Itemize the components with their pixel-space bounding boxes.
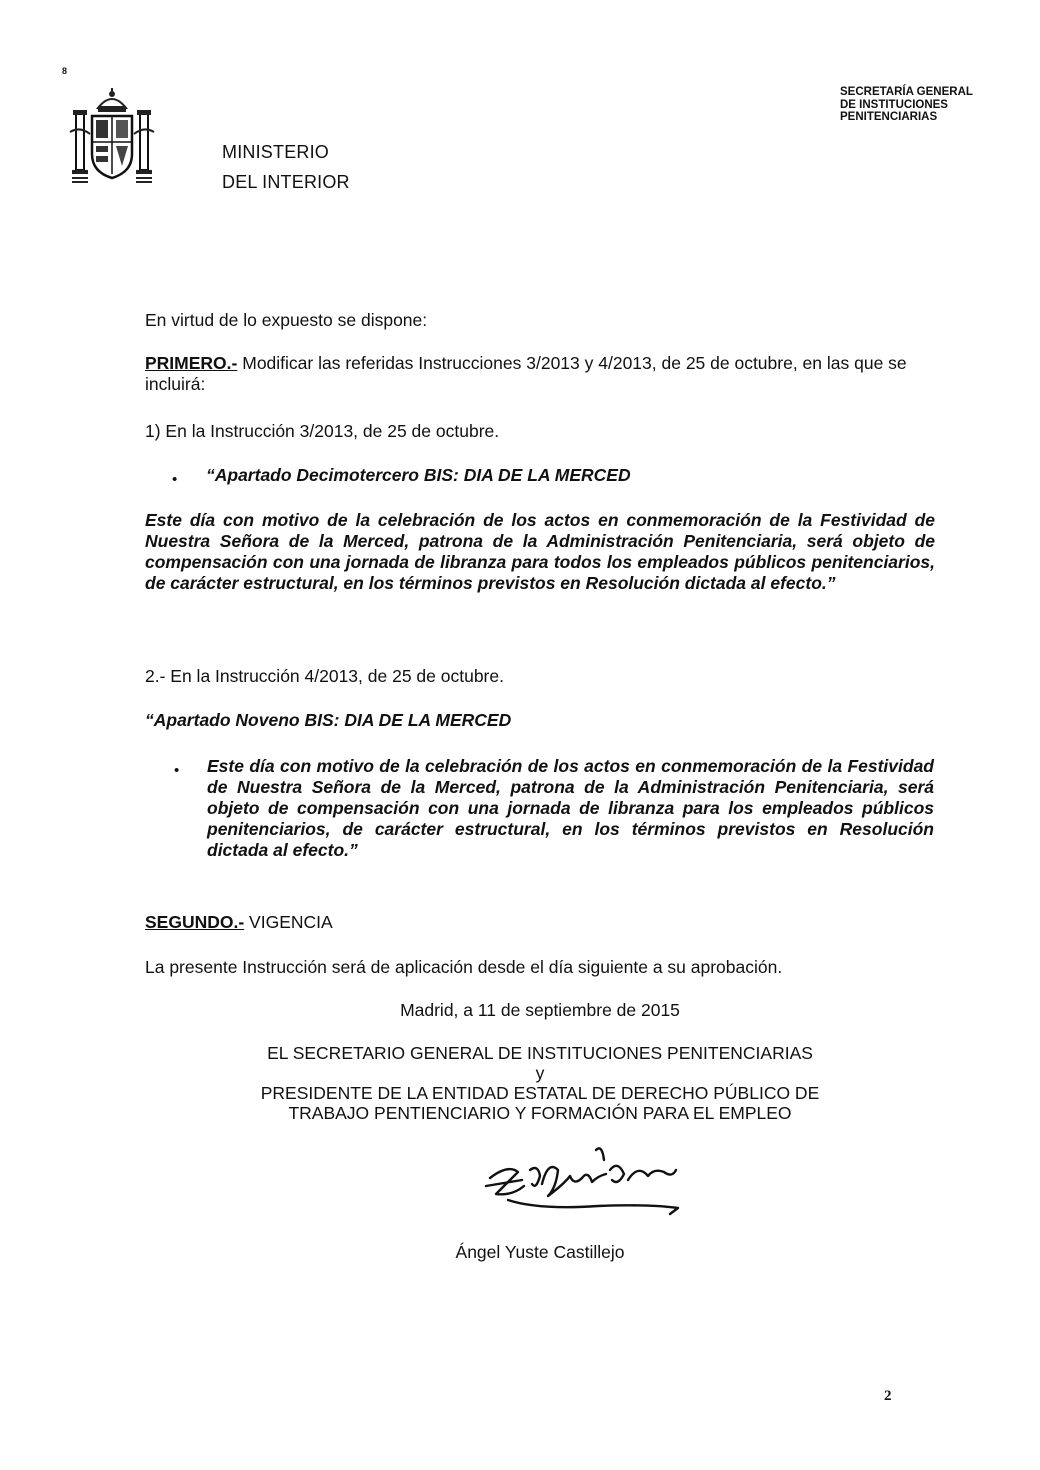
item2-heading: “Apartado Noveno BIS: DIA DE LA MERCED (145, 710, 512, 730)
signatory-title (160, 1043, 920, 1123)
primero-label: PRIMERO.- (145, 353, 238, 373)
item1-heading: “Apartado Decimotercero BIS: DIA DE LA MERCED (206, 465, 631, 485)
primero-paragraph (145, 353, 935, 395)
ministry-line1: MINISTERIO (222, 142, 330, 162)
item1-text: Este día con motivo de la celebración de los actos en conmemoración de la Festividad de Nuestra Señora de la Merced, patrona de la Administración Penitenciaria, será objeto de compensación con una jornada de libranza para todos los empleados públicos penitenciarios, de carácter estructural, en los términos previstos en Resolución dictada al efecto.” (145, 510, 935, 593)
page-number: 2 (884, 1388, 892, 1404)
intro-paragraph: En virtud de lo expuesto se dispone: (145, 310, 428, 330)
ministry-line2: DEL INTERIOR (222, 172, 350, 192)
title-line1: EL SECRETARIO GENERAL DE INSTITUCIONES PENITENCIARIAS (267, 1043, 813, 1063)
title-line3: PRESIDENTE DE LA ENTIDAD ESTATAL DE DERECHO PÚBLICO DE (260, 1083, 820, 1103)
segundo-label: SEGUNDO.- (145, 912, 245, 932)
handwritten-signature-icon (478, 1140, 688, 1220)
secretariat-line2: DE INSTITUCIONES (840, 98, 948, 111)
segundo-paragraph (145, 912, 935, 933)
bullet-2: • (174, 762, 180, 779)
title-line2: y (535, 1063, 545, 1083)
bullet-1: • (172, 471, 178, 488)
secretariat-line3: PENITENCIARIAS (840, 111, 938, 123)
secretariat-header (840, 86, 973, 124)
primero-text: Modificar las referidas Instrucciones 3/2013 y 4/2013, de 25 de octubre, en las que se incluirá: (145, 353, 907, 394)
title-line4: TRABAJO PENTIENCIARIO Y FORMACIÓN PARA EL EMPLEO (288, 1103, 792, 1123)
spanish-coat-of-arms-icon (62, 86, 162, 190)
item1-paragraph: 1) En la Instrucción 3/2013, de 25 de octubre. (145, 421, 500, 441)
item2-text: Este día con motivo de la celebración de los actos en conmemoración de la Festividad de Nuestra Señora de la Merced, patrona de la Administración Penitenciaria, será objeto de compensación con una jornada de libranza para los empleados públicos penitenciarios, de carácter estructural, en los términos previstos en Resolución dictada al efecto.” (207, 756, 934, 860)
item2-paragraph: 2.- En la Instrucción 4/2013, de 25 de octubre. (145, 666, 504, 686)
vigencia-paragraph: La presente Instrucción será de aplicación desde el día siguiente a su aprobación. (145, 957, 783, 977)
date-line: Madrid, a 11 de septiembre de 2015 (400, 1000, 680, 1020)
signer-name: Ángel Yuste Castillejo (455, 1242, 625, 1262)
segundo-text: VIGENCIA (244, 912, 333, 932)
corner-mark: 8 (62, 66, 68, 76)
secretariat-line1: SECRETARÍA GENERAL (840, 86, 973, 98)
